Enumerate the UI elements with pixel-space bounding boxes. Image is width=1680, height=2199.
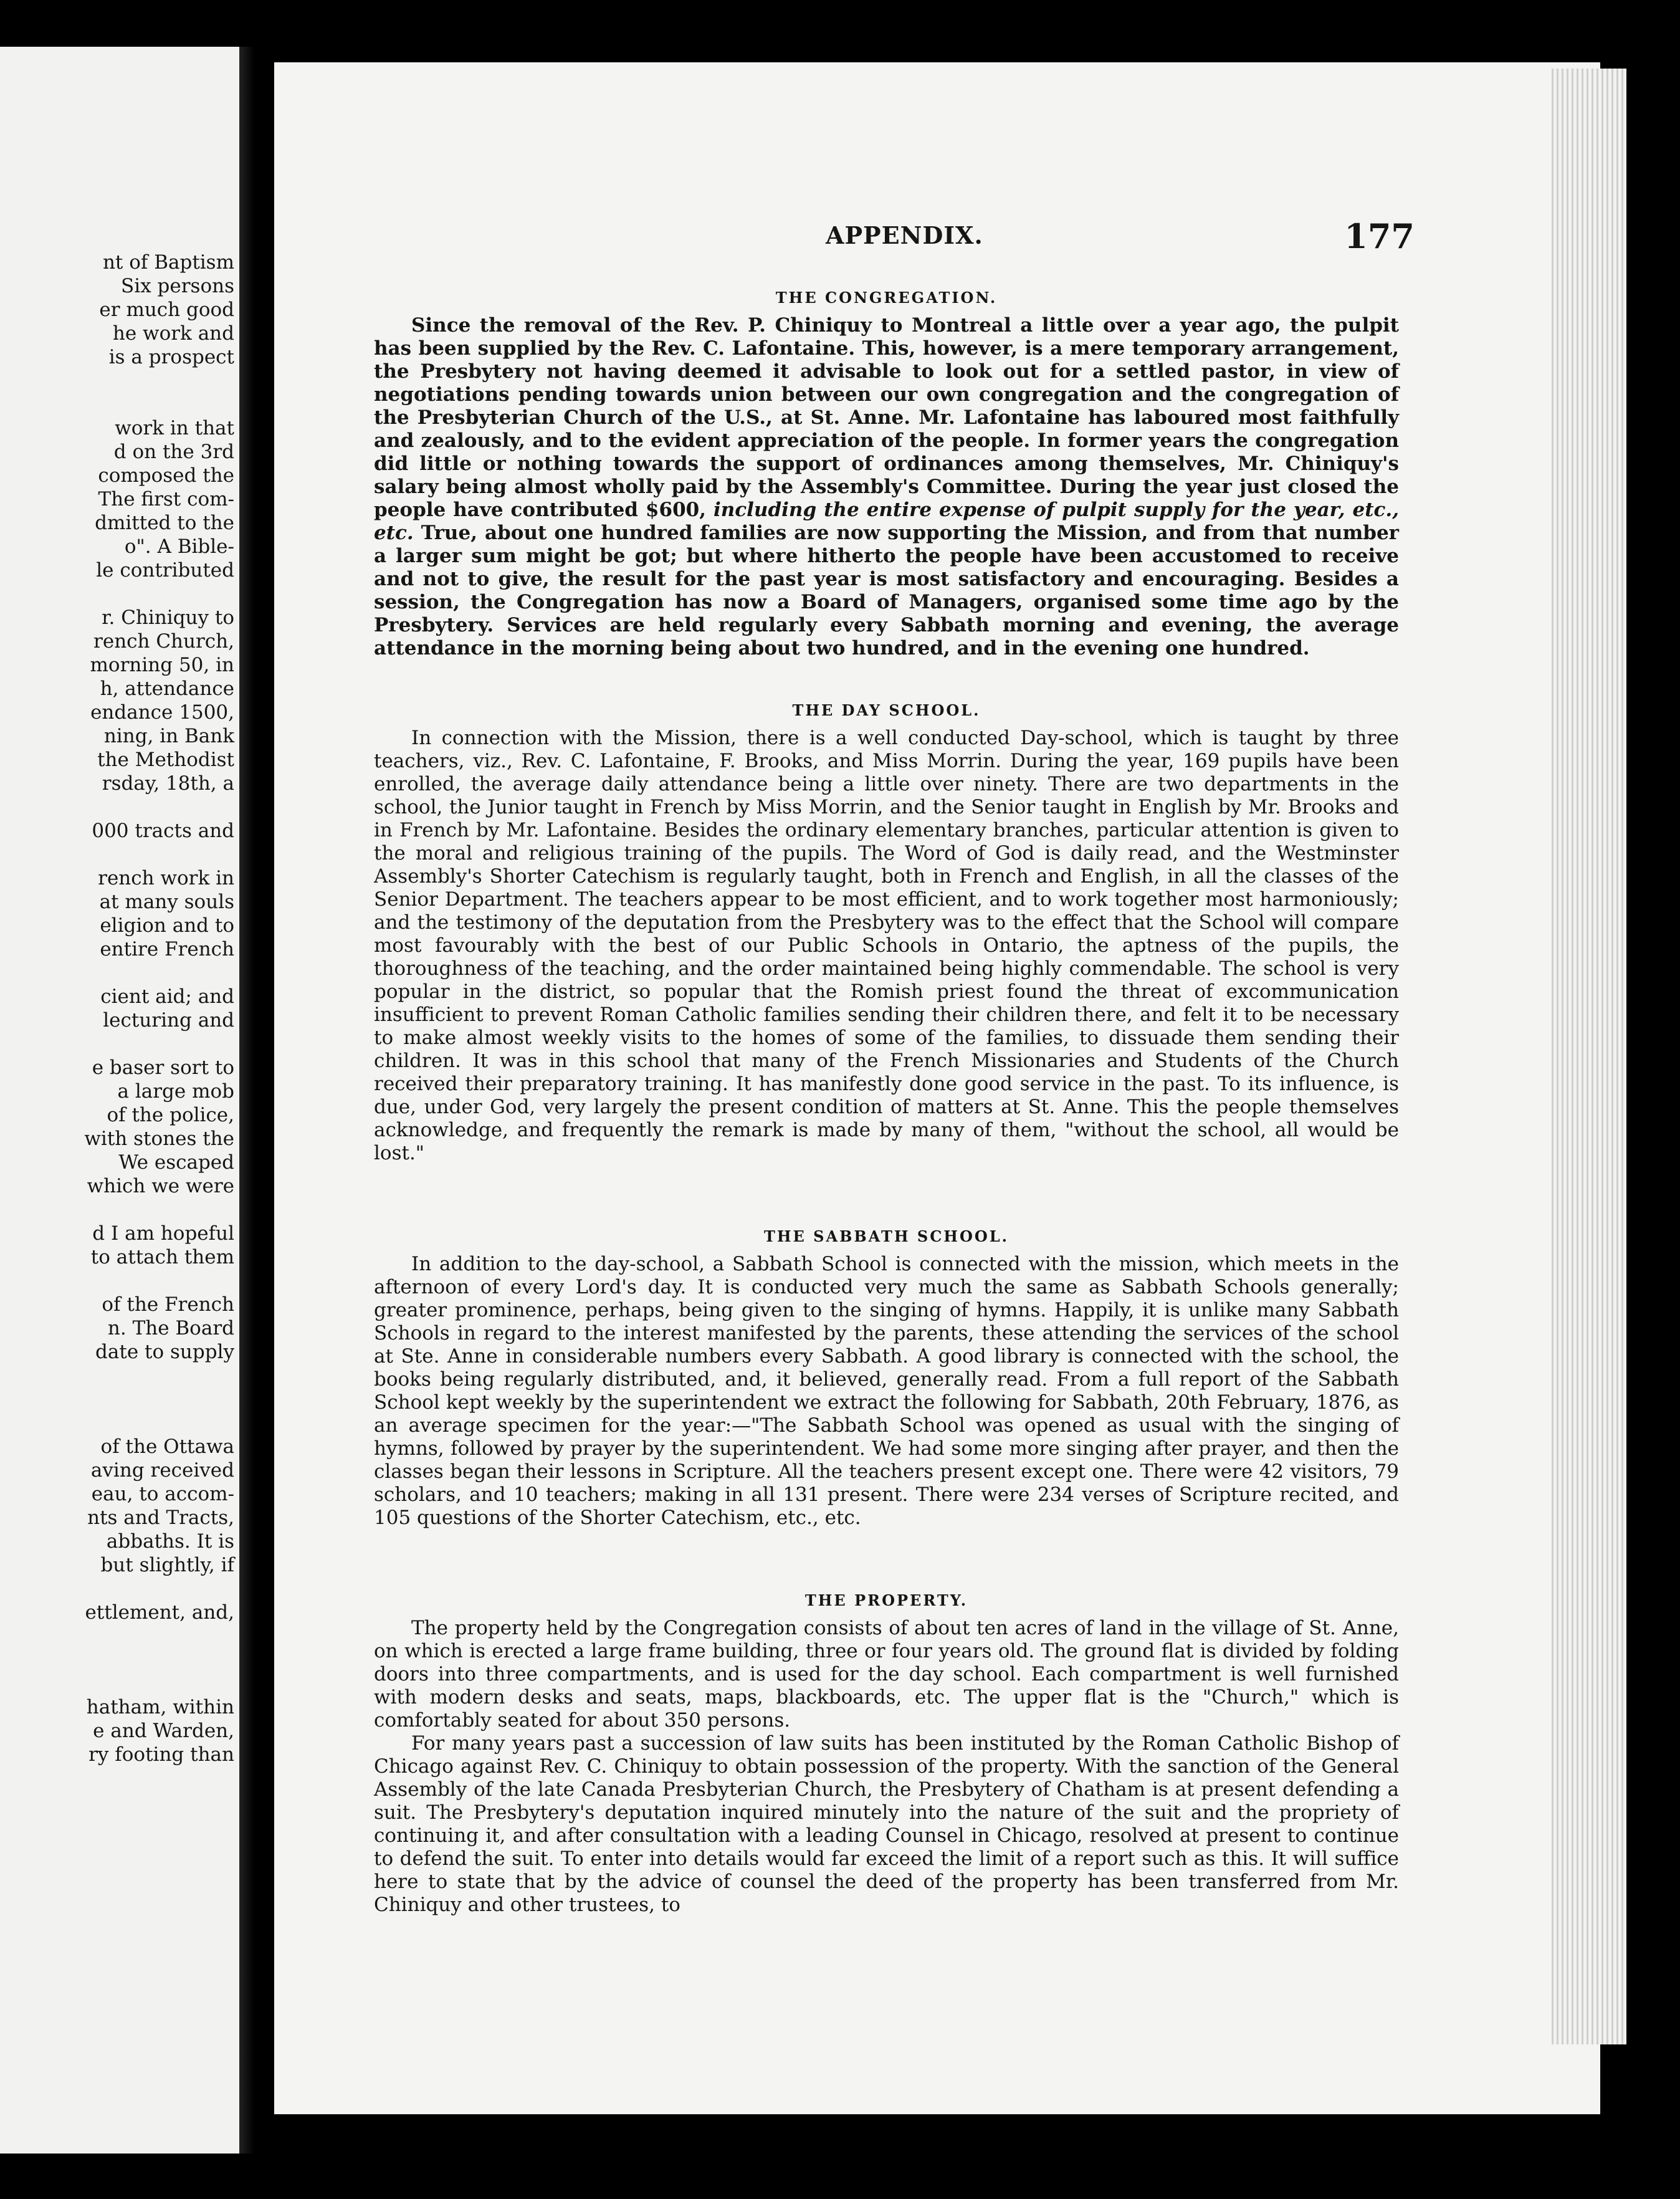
section-heading-congregation: THE CONGREGATION. <box>775 289 998 307</box>
left-page-line: a large mob <box>117 1080 234 1103</box>
congregation-text-bold: Since the removal of the Rev. P. Chiniquy to Montreal a little over a year ago, the pulpit has been supplied by the Rev. C. Lafontaine. This, however, is a mere temporary arrangement, the Presbytery not having deemed it advisable to look out for a settled pastor, in view of negotiations pending towards union between our own congregation and the congregation of the Presbyterian Church of the U.S., at St. Anne. Mr. Lafontaine has laboured most faithfully and zealously, and to the evident appreciation of the people. In former years the congregation did little or nothing towards the support of ordinances among themselves, Mr. Chiniquy's salary being almost wholly paid by the Assembly's Committee. During the year just closed the people have contributed $600, <box>374 314 1399 521</box>
left-page-line: ry footing than <box>88 1743 234 1766</box>
left-page-line: composed the <box>98 464 234 487</box>
congregation-text-rest: True, about one hundred families are now supporting the Mission, and from that number a larger sum might be got; but where hitherto the people have been accustomed to receive and not to give, the result for the past year is most satisfactory and encouraging. Besides a session, the Congregation has now a Board of Managers, organised some time ago by the Presbytery. Services are held regularly every Sabbath morning and evening, the average attendance in the morning being about two hundred, and in the evening one hundred. <box>374 522 1399 659</box>
left-page-line: of the French <box>102 1293 234 1316</box>
left-page-line: dmitted to the <box>95 512 234 534</box>
left-page-line: d on the 3rd <box>113 441 234 463</box>
page-header <box>374 216 1415 259</box>
left-page-line: e baser sort to <box>92 1056 234 1079</box>
left-page-line: entire French <box>100 938 234 961</box>
left-page-line: le contributed <box>96 559 234 582</box>
left-page-line: cient aid; and <box>100 985 234 1008</box>
section-sabbath-school <box>374 1227 1399 1530</box>
page-number: 177 <box>1344 216 1415 256</box>
left-page-line: to attach them <box>90 1246 234 1268</box>
left-page-line: The first com- <box>98 488 234 510</box>
left-page-line: r. Chiniquy to <box>102 606 234 629</box>
section-congregation <box>374 288 1399 660</box>
left-page-line: ettlement, and, <box>85 1601 234 1624</box>
paragraph-congregation <box>374 314 1399 660</box>
left-page-line: abbaths. It is <box>106 1530 234 1553</box>
running-head: APPENDIX. <box>826 221 983 249</box>
left-page-line: hatham, within <box>86 1696 234 1718</box>
left-page-line: date to supply <box>95 1341 234 1363</box>
left-page-line: which we were <box>87 1175 234 1197</box>
section-heading-property: THE PROPERTY. <box>804 1591 968 1609</box>
left-page-line: h, attendance <box>100 678 234 700</box>
left-page-line: aving received <box>90 1459 234 1482</box>
page-edges <box>1552 69 1626 2044</box>
congregation-text-italic: including the entire expense of pulpit supply for the year, etc., etc. <box>374 499 1400 544</box>
left-page-line: lecturing and <box>103 1009 234 1032</box>
left-page-line: morning 50, in <box>90 654 234 676</box>
left-page-line: with stones the <box>84 1128 234 1150</box>
left-page-line: is a prospect <box>108 346 234 368</box>
left-page-line: of the police, <box>107 1104 234 1126</box>
paragraph-day-school: In connection with the Mission, there is a well conducted Day-school, which is taught by three teachers, viz., Rev. C. Lafontaine, F. Brooks, and Miss Morrin. During the year, 169 pupils have been enrolled, the average daily attendance being a little over ninety. There are two departments in the school, the Junior taught in French by Miss Morrin, and the Senior taught in English by Mr. Brooks and in French by Mr. Lafontaine. Besides the ordinary elementary branches, particular attention is given to the moral and religious training of the pupils. The Word of God is daily read, and the Westminster Assembly's Shorter Catechism is regularly taught, both in French and English, in all the classes of the Senior Department. The teachers appear to be most efficient, and to work together most harmoniously; and the testimony of the deputation from the Presbytery was to the effect that the School will compare most favourably with the best of our Public Schools in Ontario, the aptness of the pupils, the thoroughness of the teaching, and the order maintained being highly commendable. The school is very popular in the district, so popular that the Romish priest found the threat of excommunication insufficient to prevent Roman Catholic families sending their children there, and felt it to be necessary to make almost weekly visits to the homes of some of the families, to dissuade them sending their children. It was in this school that many of the French Missionaries and Students of the Church received their preparatory training. It has manifestly done good service in the past. To its influence, is due, under God, very largely the present condition of matters at St. Anne. This the people themselves acknowledge, and frequently the remark is made by many of them, "without the school, all would be lost." <box>374 727 1399 1164</box>
paragraph-property-1: The property held by the Congregation consists of about ten acres of land in the village of St. Anne, on which is erected a large frame building, three or four years old. The ground flat is divided by folding doors into three compartments, and is used for the day school. Each compartment is well furnished with modern desks and seats, maps, blackboards, etc. The upper flat is the "Church," which is comfortably seated for about 350 persons. <box>374 1617 1399 1732</box>
section-heading-day-school: THE DAY SCHOOL. <box>792 701 981 719</box>
left-page-line: ning, in Bank <box>103 725 234 747</box>
left-page-line: eligion and to <box>100 914 234 937</box>
section-heading-sabbath-school: THE SABBATH SCHOOL. <box>763 1227 1009 1245</box>
left-page-line: at many souls <box>99 891 234 913</box>
left-page-line: er much good <box>99 299 234 321</box>
left-page-line: rsday, 18th, a <box>102 772 234 795</box>
left-facing-page <box>0 47 239 2153</box>
left-page-line: 000 tracts and <box>92 820 234 842</box>
gutter-shadow <box>239 47 277 2153</box>
left-page-line: nt of Baptism <box>102 251 234 274</box>
left-page-line: Six persons <box>121 275 234 297</box>
left-page-line: d I am hopeful <box>92 1222 234 1245</box>
section-property <box>374 1591 1399 1917</box>
left-page-line: rench Church, <box>93 630 234 653</box>
section-day-school <box>374 701 1399 1165</box>
left-page-line: but slightly, if <box>100 1554 234 1576</box>
left-page-line: nts and Tracts, <box>87 1507 234 1529</box>
left-page-line: o". A Bible- <box>124 535 234 558</box>
left-page-line: the Methodist <box>97 749 234 771</box>
left-page-line: endance 1500, <box>90 701 234 724</box>
paragraph-property-2: For many years past a succession of law suits has been instituted by the Roman Catholic Bishop of Chicago against Rev. C. Chiniquy to obtain possession of the property. With the sanction of the General Assembly of the late Canada Presbyterian Church, the Presbytery of Chatham is at present defending a suit. The Presbytery's deputation inquired minutely into the nature of the suit and the propriety of continuing it, and after consultation with a leading Counsel in Chicago, resolved at present to continue to defend the suit. To enter into details would far exceed the limit of a report such as this. It will suffice here to state that by the advice of counsel the deed of the property has been transferred from Mr. Chiniquy and other trustees, to <box>374 1732 1399 1916</box>
left-page-line: e and Warden, <box>93 1720 234 1742</box>
left-page-line: he work and <box>112 322 234 345</box>
left-page-line: We escaped <box>118 1151 234 1174</box>
left-page-line: eau, to accom- <box>91 1483 234 1505</box>
left-page-line: n. The Board <box>107 1317 234 1339</box>
left-page-line: of the Ottawa <box>100 1435 234 1458</box>
left-page-line: work in that <box>115 417 234 439</box>
paragraph-sabbath-school: In addition to the day-school, a Sabbath School is connected with the mission, which meets in the afternoon of every Lord's day. It is conducted very much the same as Sabbath Schools generally; greater prominence, perhaps, being given to the singing of hymns. Happily, it is unlike many Sabbath Schools in regard to the interest manifested by the parents, these attending the services of the school at Ste. Anne in considerable numbers every Sabbath. A good library is connected with the school, the books being regularly distributed, and, it believed, generally read. From a full report of the Sabbath School kept weekly by the superintendent we extract the following for Sabbath, 20th February, 1876, as an average specimen for the year:—"The Sabbath School was opened as usual with the singing of hymns, followed by prayer by the superintendent. We had some more singing after prayer, and then the classes began their lessons in Scripture. All the teachers present except one. There were 42 visitors, 79 scholars, and 10 teachers; making in all 131 present. There were 234 verses of Scripture recited, and 105 questions of the Shorter Catechism, etc., etc. <box>374 1253 1399 1529</box>
left-page-line: rench work in <box>98 867 234 889</box>
